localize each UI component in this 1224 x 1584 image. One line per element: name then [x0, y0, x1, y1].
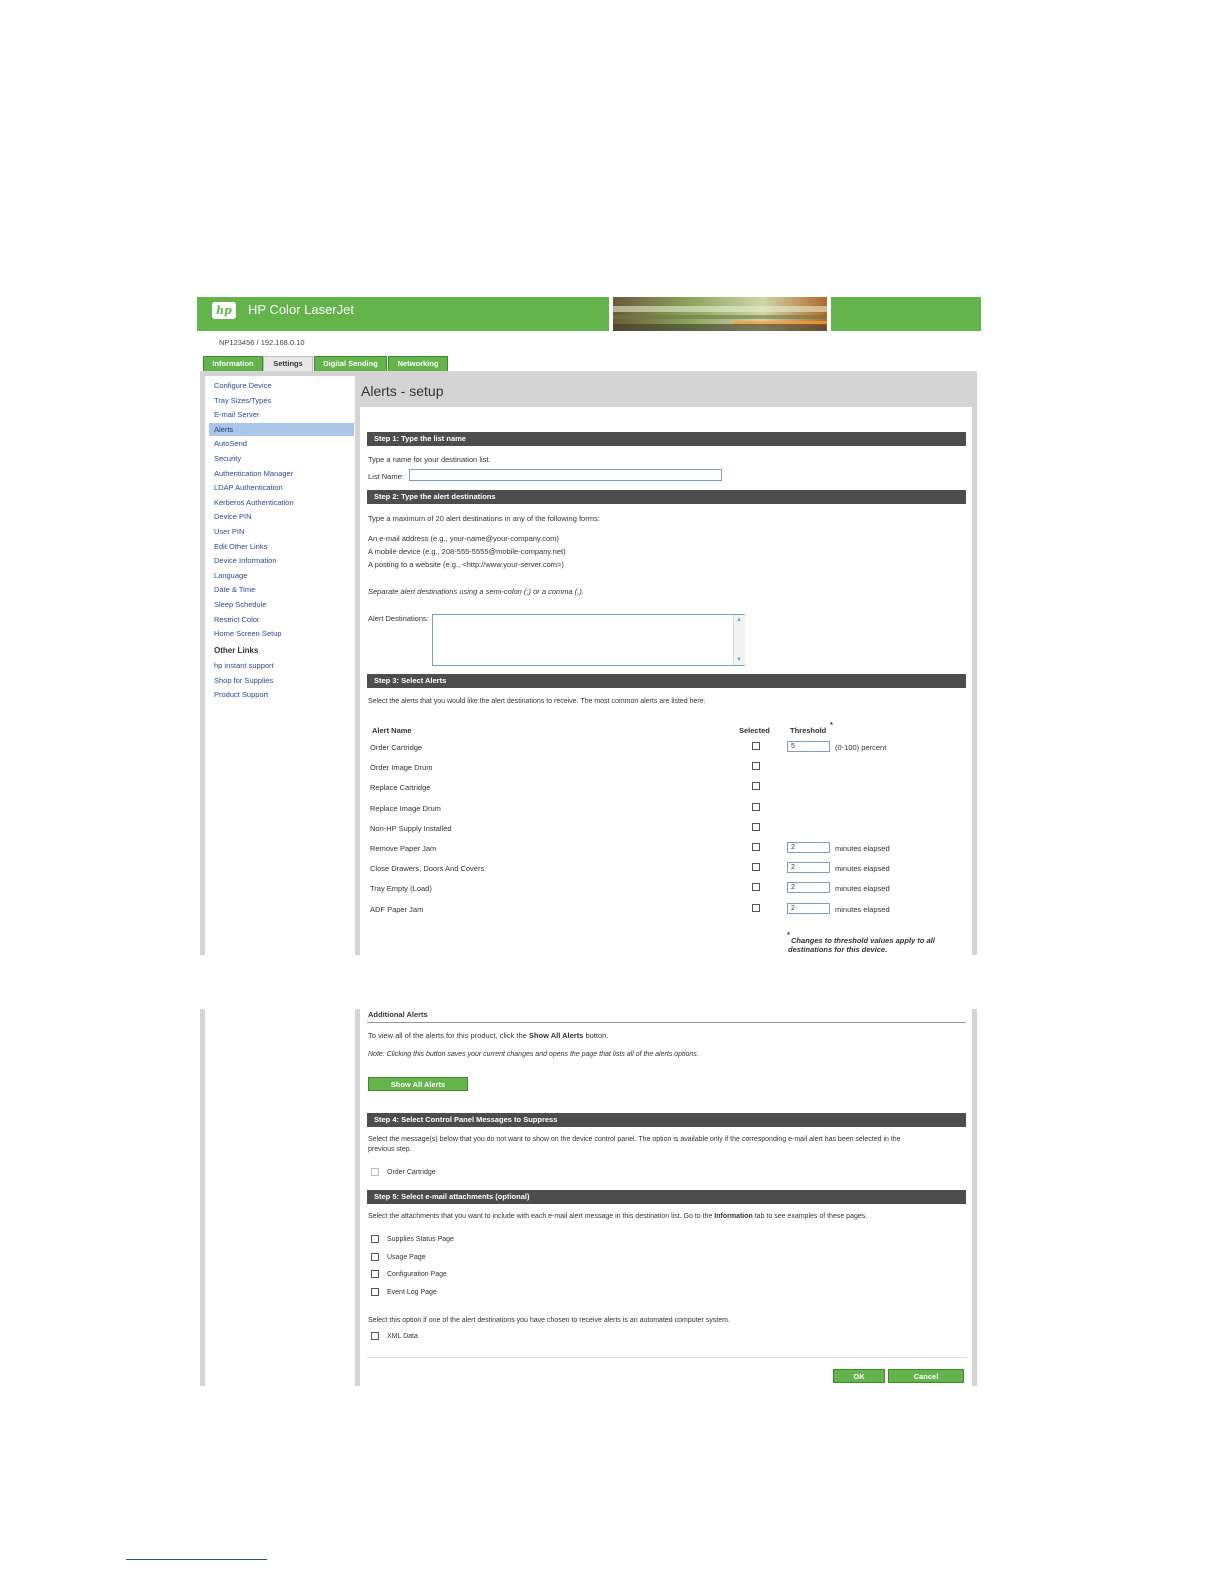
page-title: Alerts - setup [361, 383, 444, 399]
alert-checkbox-replace-cartridge[interactable] [752, 782, 760, 790]
alert-name-non-hp-supply-installed: Non-HP Supply Installed [370, 823, 452, 833]
page-title-area [355, 371, 977, 407]
other-links-heading: Other Links [214, 646, 259, 655]
xml-data-label: XML Data [387, 1333, 418, 1340]
sidebar-frame-left [200, 371, 205, 955]
attachment-checkbox-configuration-page[interactable] [371, 1270, 379, 1278]
scroll-down-icon[interactable]: ▼ [736, 657, 742, 663]
form-email: An e-mail address (e.g., your-name@your-company.com) [368, 534, 559, 543]
other-link-shop-for-supplies[interactable]: Shop for Supplies [214, 675, 274, 685]
device-address: NP123456 / 192.168.0.10 [219, 338, 305, 347]
alert-name-order-cartridge: Order Cartridge [370, 743, 423, 752]
other-link-product-support[interactable]: Product Support [214, 690, 269, 700]
step3-instruction: Select the alerts that you would like the alert destinations to receive. The most common alerts are listed here. [368, 698, 706, 705]
tab-digital-sending[interactable]: Digital Sending [314, 356, 387, 372]
xml-note: Select this option if one of the alert destinations you have chosen to receive alerts is an automated computer system. [368, 1317, 730, 1324]
step1-instruction: Type a name for your destination list. [368, 455, 491, 464]
footnote-rule [126, 1559, 267, 1560]
threshold-note-line1: Changes to threshold values apply to all [791, 936, 935, 945]
form-mobile: A mobile device (e.g., 208-555-5555@mobile-company.net) [368, 547, 566, 556]
step2-header: Step 2: Type the alert destinations [367, 490, 966, 504]
threshold-unit-close-drawers-doors-and-covers: minutes elapsed [835, 864, 890, 874]
sidebar-item-home-screen-setup[interactable]: Home Screen Setup [214, 629, 282, 639]
tab-networking[interactable]: Networking [388, 356, 448, 372]
alert-checkbox-replace-image-drum[interactable] [752, 803, 760, 811]
content-frame-right [972, 371, 977, 955]
alert-destinations-textarea[interactable] [432, 614, 745, 666]
additional-alerts-heading: Additional Alerts [368, 1010, 428, 1019]
xml-data-checkbox[interactable] [371, 1332, 379, 1340]
threshold-unit-tray-empty-load-: minutes elapsed [835, 884, 890, 894]
attachment-checkbox-usage-page[interactable] [371, 1253, 379, 1261]
additional-note: Note: Clicking this button saves your current changes and opens the page that lists all of the alerts options. [368, 1051, 699, 1058]
footer-divider [367, 1357, 966, 1358]
sidebar-item-kerberos-authentication[interactable]: Kerberos Authentication [214, 497, 294, 507]
sidebar-item-edit-other-links[interactable]: Edit Other Links [214, 541, 268, 551]
threshold-input-order-cartridge[interactable]: 5 [787, 741, 830, 752]
tab-information[interactable]: Information [203, 356, 263, 372]
alert-checkbox-remove-paper-jam[interactable] [752, 843, 760, 851]
threshold-input-adf-paper-jam[interactable]: 2 [787, 903, 830, 914]
alert-checkbox-tray-empty-load-[interactable] [752, 883, 760, 891]
attachment-label-usage-page: Usage Page [387, 1253, 426, 1261]
separator-note: Separate alert destinations using a semi-colon (;) or a comma (,). [368, 587, 584, 596]
alert-destinations-label: Alert Destinations: [368, 614, 429, 623]
attachment-label-supplies-status-page: Supplies Status Page [387, 1236, 454, 1243]
col-selected: Selected [739, 726, 770, 735]
hp-logo: hp [212, 302, 236, 319]
sidebar-item-language[interactable]: Language [214, 570, 248, 580]
threshold-unit-adf-paper-jam: minutes elapsed [835, 904, 890, 914]
alert-name-replace-image-drum: Replace Image Drum [370, 803, 441, 813]
threshold-input-tray-empty-load-[interactable]: 2 [787, 882, 830, 893]
alert-name-close-drawers-doors-and-covers: Close Drawers, Doors And Covers [370, 864, 485, 874]
col-alert-name: Alert Name [372, 726, 412, 735]
step1-header: Step 1: Type the list name [367, 432, 966, 446]
attachment-label-configuration-page: Configuration Page [387, 1271, 447, 1278]
threshold-unit-remove-paper-jam: minutes elapsed [835, 844, 890, 853]
sidebar-item-e-mail-server[interactable]: E-mail Server [214, 410, 260, 420]
suppress-order-cartridge-label: Order Cartridge [387, 1169, 436, 1176]
alert-checkbox-adf-paper-jam[interactable] [752, 904, 760, 912]
attachment-checkbox-supplies-status-page[interactable] [371, 1235, 379, 1243]
alert-name-adf-paper-jam: ADF Paper Jam [370, 904, 424, 914]
step5-header: Step 5: Select e-mail attachments (optional) [367, 1190, 966, 1204]
sidebar-item-security[interactable]: Security [214, 454, 242, 463]
step5-instruction: Select the attachments that you want to include with each e-mail alert message in this destination list. Go to the Information tab to see examples of these pages. [368, 1213, 868, 1220]
threshold-asterisk: * [830, 720, 833, 729]
additional-divider [367, 1022, 966, 1023]
product-name: HP Color LaserJet [248, 302, 354, 317]
threshold-input-remove-paper-jam[interactable]: 2 [787, 842, 830, 853]
alert-name-tray-empty-load-: Tray Empty (Load) [370, 884, 432, 894]
threshold-note-line2: destinations for this device. [788, 945, 888, 954]
step2-instruction: Type a maximum of 20 alert destinations in any of the following forms: [368, 514, 600, 523]
alert-name-replace-cartridge: Replace Cartridge [370, 783, 431, 793]
show-all-alerts-button[interactable]: Show All Alerts [368, 1077, 468, 1091]
alert-name-order-image-drum: Order Image Drum [370, 763, 433, 773]
sidebar-item-configure-device[interactable]: Configure Device [214, 381, 272, 390]
other-link-hp-instant-support[interactable]: hp instant support [214, 661, 274, 670]
attachment-checkbox-event-log-page[interactable] [371, 1288, 379, 1296]
sidebar-item-ldap-authentication[interactable]: LDAP Authentication [214, 483, 283, 493]
alert-name-remove-paper-jam: Remove Paper Jam [370, 844, 437, 853]
list-name-label: List Name: [368, 472, 404, 481]
sidebar-item-date-time[interactable]: Date & Time [214, 585, 256, 595]
content-frame-left [355, 371, 360, 955]
cancel-button[interactable]: Cancel [888, 1369, 964, 1383]
tab-settings[interactable]: Settings [263, 356, 313, 372]
sidebar-item-sleep-schedule[interactable]: Sleep Schedule [214, 600, 267, 609]
alert-checkbox-order-image-drum[interactable] [752, 762, 760, 770]
step4-header: Step 4: Select Control Panel Messages to Suppress [367, 1113, 966, 1127]
step3-header: Step 3: Select Alerts [367, 674, 966, 688]
sidebar-item-tray-sizes-types[interactable]: Tray Sizes/Types [214, 395, 272, 405]
sidebar-item-autosend[interactable]: AutoSend [214, 439, 247, 449]
ok-button[interactable]: OK [833, 1369, 885, 1383]
banner-photo-image [613, 297, 827, 331]
threshold-note-asterisk: * [787, 930, 790, 939]
sidebar-item-device-information[interactable]: Device Information [214, 556, 277, 566]
textarea-scrollbar[interactable] [733, 615, 745, 665]
col-threshold: Threshold [790, 726, 827, 735]
header-banner-right [831, 297, 981, 331]
alert-checkbox-non-hp-supply-installed[interactable] [752, 823, 760, 831]
alert-checkbox-close-drawers-doors-and-covers[interactable] [752, 863, 760, 871]
threshold-unit-order-cartridge: (0-100) percent [835, 743, 887, 752]
form-website: A posting to a website (e.g., <http://www.your-server.com>) [368, 560, 564, 569]
scroll-up-icon[interactable]: ▲ [736, 617, 742, 623]
suppress-order-cartridge-checkbox[interactable] [371, 1168, 379, 1176]
threshold-input-close-drawers-doors-and-covers[interactable]: 2 [787, 862, 830, 873]
sidebar-frame-left-2 [200, 1009, 205, 1386]
sidebar-item-device-pin[interactable]: Device PIN [214, 512, 252, 522]
step4-instruction-line2: previous step. [368, 1146, 412, 1153]
content-frame-right-2 [972, 1009, 977, 1386]
attachment-label-event-log-page: Event Log Page [387, 1288, 437, 1296]
sidebar-item-authentication-manager[interactable]: Authentication Manager [214, 468, 294, 478]
list-name-input[interactable] [409, 469, 722, 481]
alert-checkbox-order-cartridge[interactable] [752, 742, 760, 750]
sidebar-item-restrict-color[interactable]: Restrict Color [214, 614, 260, 624]
sidebar-item-user-pin[interactable]: User PIN [214, 527, 245, 536]
step4-instruction-line1: Select the message(s) below that you do not want to show on the device control panel. The option is available only if the corresponding e-mail alert has been selected in the [368, 1136, 901, 1143]
sidebar-item-alerts[interactable]: Alerts [209, 423, 354, 436]
additional-instruction: To view all of the alerts for this product, click the Show All Alerts button. [368, 1031, 609, 1040]
content-frame-left-2 [355, 1009, 360, 1386]
